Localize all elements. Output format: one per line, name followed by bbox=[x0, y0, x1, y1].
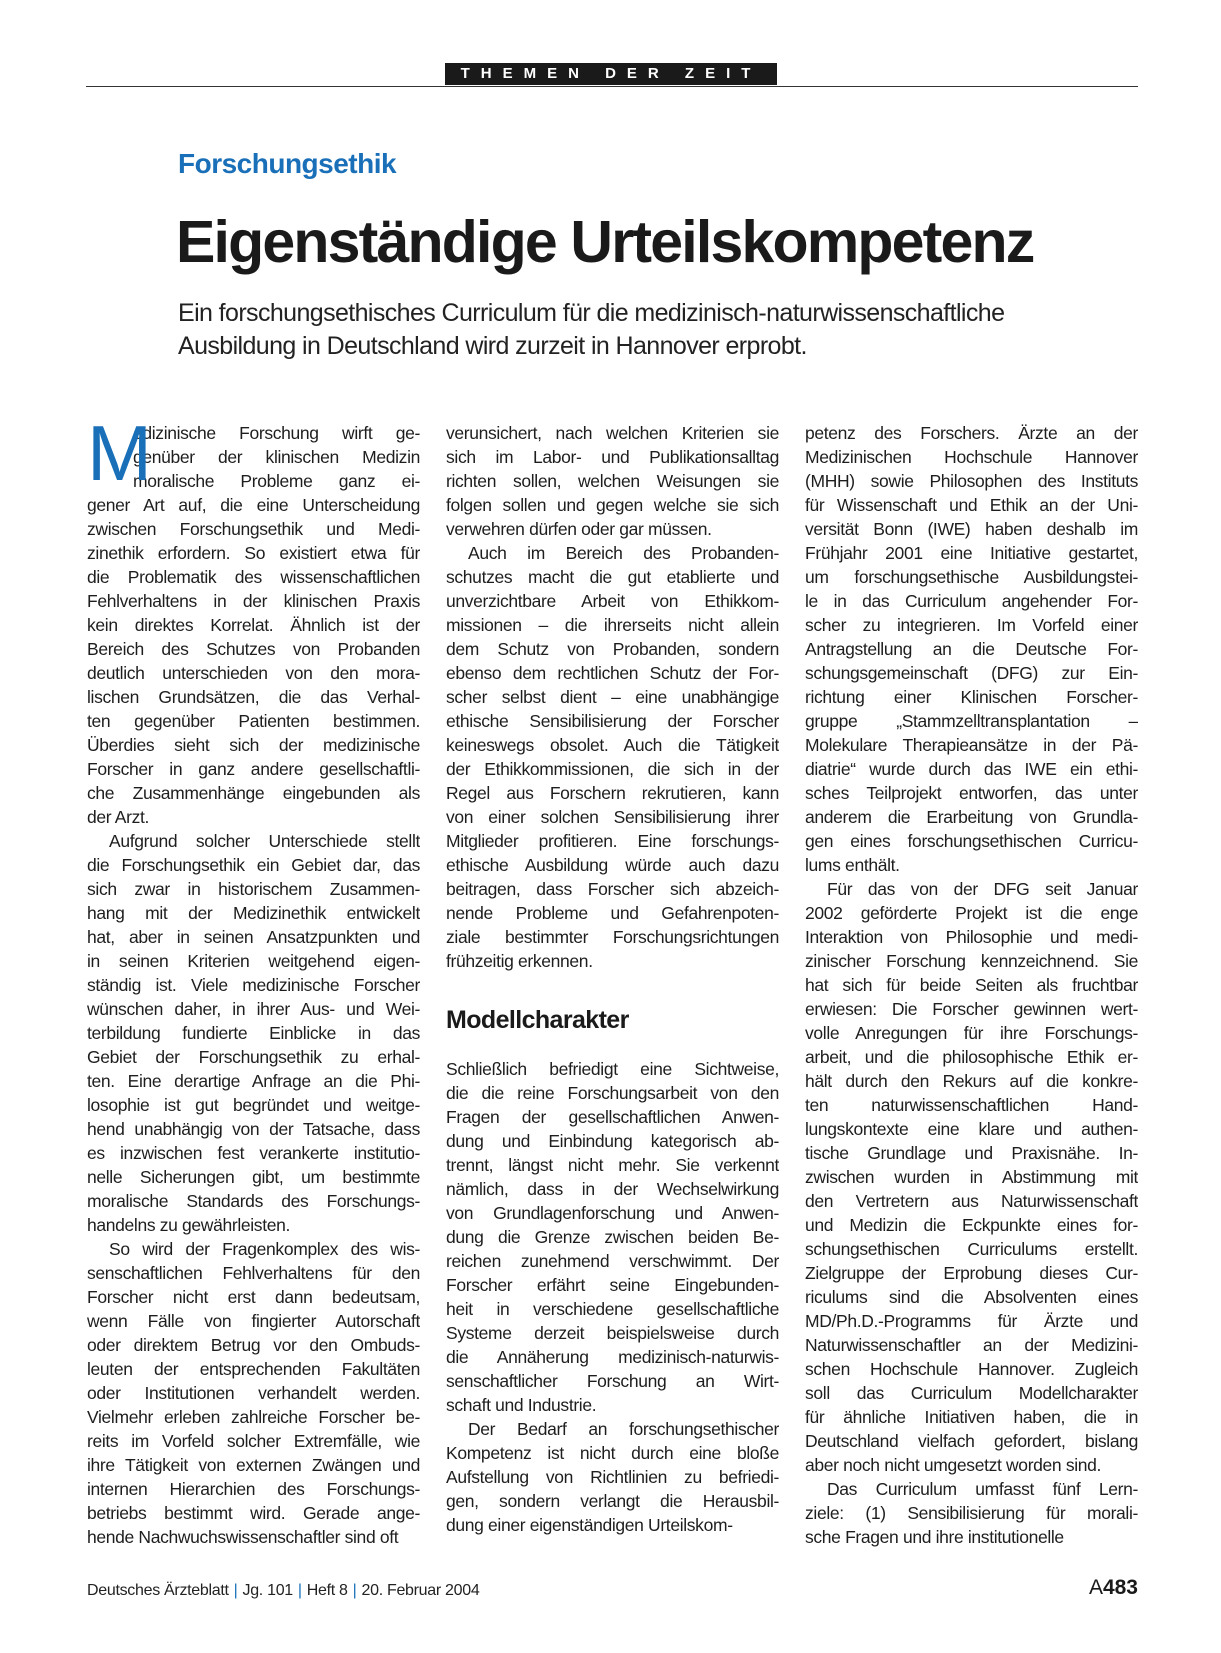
page-prefix: A bbox=[1088, 1576, 1103, 1599]
text-line: edizinische Forschung wirft ge- bbox=[133, 423, 420, 443]
text-line: Regel aus Forschern rekrutieren, kann bbox=[446, 783, 779, 803]
text-line: Überdies sieht sich der medizinische bbox=[87, 735, 420, 755]
lede-line: Ausbildung in Deutschland wird zurzeit in Hannover erprobt. bbox=[178, 332, 807, 360]
footer-citation bbox=[87, 1582, 479, 1600]
separator: | bbox=[297, 1582, 302, 1599]
text-line: ständig ist. Viele medizinische Forscher bbox=[87, 975, 420, 995]
text-line: betriebs bestimmt wird. Gerade ange- bbox=[87, 1503, 420, 1523]
header-rule bbox=[86, 86, 1138, 87]
text-line: Gebiet der Forschungsethik zu erhal- bbox=[87, 1047, 420, 1067]
text-line: moralische Probleme ganz ei- bbox=[133, 471, 420, 491]
text-line: nämlich, dass in der Wechselwirkung bbox=[446, 1179, 779, 1199]
text-line: moralische Standards des Forschungs- bbox=[87, 1191, 420, 1211]
text-line: schaft und Industrie. bbox=[446, 1395, 597, 1415]
section-subheading: Modellcharakter bbox=[446, 1006, 629, 1034]
text-line: riculums sind die Absolventen eines bbox=[805, 1287, 1138, 1307]
text-line: es inzwischen fest verankerte institutio- bbox=[87, 1143, 420, 1163]
text-line: Naturwissenschaftler an der Medizini- bbox=[805, 1335, 1138, 1355]
text-line: den Vertretern aus Naturwissenschaft bbox=[805, 1191, 1138, 1211]
text-line: Zielgruppe der Erprobung dieses Cur- bbox=[805, 1263, 1138, 1283]
text-line: zwischen Forschungsethik und Medi- bbox=[87, 519, 420, 539]
text-line: der Arzt. bbox=[87, 807, 150, 827]
text-line: hält durch den Rekurs auf die konkre- bbox=[805, 1071, 1138, 1091]
text-line: von einer solchen Sensibilisierung ihrer bbox=[446, 807, 779, 827]
text-line: Das Curriculum umfasst fünf Lern- bbox=[827, 1479, 1138, 1499]
text-line: von Grundlagenforschung und Anwen- bbox=[446, 1203, 779, 1223]
text-line: Kompetenz ist nicht durch eine bloße bbox=[446, 1443, 779, 1463]
text-line: hende Nachwuchswissenschaftler sind oft bbox=[87, 1527, 399, 1547]
text-line: versität Bonn (IWE) haben deshalb im bbox=[805, 519, 1138, 539]
text-line: Antragstellung an die Deutsche For- bbox=[805, 639, 1138, 659]
lede-line: Ein forschungsethisches Curriculum für die medizinisch-naturwissenschaftliche bbox=[178, 299, 1005, 327]
text-line: richtung einer Klinischen Forscher- bbox=[805, 687, 1138, 707]
text-line: gruppe „Stammzelltransplantation – bbox=[805, 711, 1138, 731]
text-line: nelle Sicherungen gibt, um bestimmte bbox=[87, 1167, 420, 1187]
text-line: deutlich unterschieden von den mora- bbox=[87, 663, 420, 683]
text-line: hat, aber in seinen Ansatzpunkten und bbox=[87, 927, 420, 947]
text-line: ebenso dem rechtlichen Schutz der For- bbox=[446, 663, 779, 683]
text-line: (MHH) sowie Philosophen des Instituts bbox=[805, 471, 1138, 491]
text-line: MD/Ph.D.-Programms für Ärzte und bbox=[805, 1311, 1138, 1331]
dropcap-paragraph bbox=[87, 409, 420, 1549]
text-line: Auch im Bereich des Probanden- bbox=[468, 543, 779, 563]
text-line: petenz des Forschers. Ärzte an der bbox=[805, 423, 1138, 443]
issue-date: 20. Februar 2004 bbox=[361, 1582, 480, 1599]
text-line: schutzes macht die gut etablierte und bbox=[446, 567, 779, 587]
text-line: lungskontexte eine klare und authen- bbox=[805, 1119, 1138, 1139]
text-line: Interaktion von Philosophie und medi- bbox=[805, 927, 1138, 947]
text-line: Frühjahr 2001 eine Initiative gestartet, bbox=[805, 543, 1138, 563]
text-line: sich im Labor- und Publikationsalltag bbox=[446, 447, 779, 467]
text-line: ziele: (1) Sensibilisierung für morali- bbox=[805, 1503, 1138, 1523]
page-number-value: 483 bbox=[1102, 1576, 1138, 1599]
text-line: verwehren dürfen oder gar müssen. bbox=[446, 519, 712, 539]
text-line: Aufstellung von Richtlinien zu befriedi- bbox=[446, 1467, 779, 1487]
text-line: Mitglieder profitieren. Eine forschungs- bbox=[446, 831, 779, 851]
text-line: lischen Grundsätzen, die das Verhal- bbox=[87, 687, 420, 707]
text-line: che Zusammenhänge eingebunden als bbox=[87, 783, 420, 803]
volume: Jg. 101 bbox=[242, 1582, 293, 1599]
text-line: ethische Sensibilisierung der Forscher bbox=[446, 711, 779, 731]
text-line: wünschen daher, in ihrer Aus- und Wei- bbox=[87, 999, 420, 1019]
text-line: Systeme derzeit beispielsweise durch bbox=[446, 1323, 779, 1343]
article-kicker: Forschungsethik bbox=[178, 148, 397, 179]
text-line: hang mit der Medizinethik entwickelt bbox=[87, 903, 420, 923]
text-line: 2002 geförderte Projekt ist die enge bbox=[805, 903, 1138, 923]
page-number bbox=[1089, 1576, 1138, 1600]
text-line: Forscher in ganz andere gesellschaftli- bbox=[87, 759, 420, 779]
text-line: aber noch nicht umgesetzt worden sind. bbox=[805, 1455, 1102, 1475]
text-line: Molekulare Therapieansätze in der Pä- bbox=[805, 735, 1138, 755]
text-line: ethische Ausbildung würde auch dazu bbox=[446, 855, 779, 875]
text-line: losophie ist gut begründet und weitge- bbox=[87, 1095, 420, 1115]
text-line: schen Hochschule Hannover. Zugleich bbox=[805, 1359, 1138, 1379]
text-line: Aufgrund solcher Unterschiede stellt bbox=[109, 831, 420, 851]
text-line: schungsgemeinschaft (DFG) zur Ein- bbox=[805, 663, 1138, 683]
text-line: zinischer Forschung kennzeichnend. Sie bbox=[805, 951, 1138, 971]
text-line: folgen sollen und gegen welche sie sich bbox=[446, 495, 779, 515]
text-line: Für das von der DFG seit Januar bbox=[827, 879, 1138, 899]
text-line: trennt, längst nicht mehr. Sie verkennt bbox=[446, 1155, 779, 1175]
text-line: Forscher nicht erst dann bedeutsam, bbox=[87, 1287, 420, 1307]
text-line: dem Schutz von Probanden, sondern bbox=[446, 639, 779, 659]
text-line: sche Fragen und ihre institutionelle bbox=[805, 1527, 1064, 1547]
text-line: ten gegenüber Patienten bestimmen. bbox=[87, 711, 420, 731]
text-line: sich zwar in historischem Zusammen- bbox=[87, 879, 420, 899]
text-line: internen Hierarchien des Forschungs- bbox=[87, 1479, 420, 1499]
text-line: Bereich des Schutzes von Probanden bbox=[87, 639, 420, 659]
text-line: Forscher erfährt seine Eingebunden- bbox=[446, 1275, 779, 1295]
text-line: ihre Tätigkeit von externen Zwängen und bbox=[87, 1455, 420, 1475]
text-line: Vielmehr erleben zahlreiche Forscher be- bbox=[87, 1407, 420, 1427]
text-line: heit in verschiedene gesellschaftliche bbox=[446, 1299, 779, 1319]
text-line: in seinen Kriterien weitgehend eigen- bbox=[87, 951, 420, 971]
text-line: ziale bestimmter Forschungsrichtungen bbox=[446, 927, 779, 947]
text-line: hend unabhängig von der Tatsache, dass bbox=[87, 1119, 420, 1139]
text-line: anderem die Erarbeitung von Grundla- bbox=[805, 807, 1138, 827]
text-line: unverzichtbare Arbeit von Ethikkom- bbox=[446, 591, 779, 611]
text-line: beitragen, dass Forscher sich abzeich- bbox=[446, 879, 779, 899]
text-line: hat sich für beide Seiten als fruchtbar bbox=[805, 975, 1138, 995]
text-line: handelns zu gewährleisten. bbox=[87, 1215, 290, 1235]
text-column-2 bbox=[446, 421, 779, 1537]
text-line: kein direktes Korrelat. Ähnlich ist der bbox=[87, 615, 420, 635]
text-line: für Wissenschaft und Ethik an der Uni- bbox=[805, 495, 1138, 515]
article-lede bbox=[178, 297, 1078, 363]
text-line: tische Grundlage und Praxisnähe. In- bbox=[805, 1143, 1138, 1163]
text-line: ten naturwissenschaftlichen Hand- bbox=[805, 1095, 1138, 1115]
text-line: dung die Grenze zwischen beiden Be- bbox=[446, 1227, 779, 1247]
text-line: scher selbst dient – eine unabhängige bbox=[446, 687, 779, 707]
text-line: um forschungsethische Ausbildungstei- bbox=[805, 567, 1138, 587]
text-line: schungsethischen Curriculums erstellt. bbox=[805, 1239, 1138, 1259]
text-line: für ähnliche Initiativen haben, die in bbox=[805, 1407, 1138, 1427]
text-line: wenn Fälle von fingierter Autorschaft bbox=[87, 1311, 420, 1331]
text-line: soll das Curriculum Modellcharakter bbox=[805, 1383, 1138, 1403]
text-line: reichen zunehmend verschwimmt. Der bbox=[446, 1251, 779, 1271]
text-line: scher zu integrieren. Im Vorfeld einer bbox=[805, 615, 1138, 635]
text-line: sches Teilprojekt entworfen, das unter bbox=[805, 783, 1138, 803]
text-line: gen eines forschungsethischen Curricu- bbox=[805, 831, 1138, 851]
section-banner: THEMEN DER ZEIT bbox=[445, 63, 777, 85]
dropcap-letter: M bbox=[87, 409, 152, 497]
text-line: arbeit, und die philosophische Ethik er- bbox=[805, 1047, 1138, 1067]
text-column-1 bbox=[87, 409, 420, 1549]
text-line: richten sollen, welchen Weisungen sie bbox=[446, 471, 779, 491]
text-line: ten. Eine derartige Anfrage an die Phi- bbox=[87, 1071, 420, 1091]
text-line: dung einer eigenständigen Urteilskom- bbox=[446, 1515, 733, 1535]
text-line: nende Probleme und Gefahrenpoten- bbox=[446, 903, 779, 923]
text-line: oder Institutionen verhandelt werden. bbox=[87, 1383, 420, 1403]
text-line: Der Bedarf an forschungsethischer bbox=[468, 1419, 779, 1439]
text-line: volle Anregungen für ihre Forschungs- bbox=[805, 1023, 1138, 1043]
text-line: und Medizin die Eckpunkte eines for- bbox=[805, 1215, 1138, 1235]
text-line: verunsichert, nach welchen Kriterien sie bbox=[446, 423, 779, 443]
text-line: terbildung fundierte Einblicke in das bbox=[87, 1023, 420, 1043]
text-line: die Forschungsethik ein Gebiet dar, das bbox=[87, 855, 420, 875]
text-line: dung und Einbindung kategorisch ab- bbox=[446, 1131, 779, 1151]
separator: | bbox=[352, 1582, 357, 1599]
text-line: Fragen der gesellschaftlichen Anwen- bbox=[446, 1107, 779, 1127]
text-line: gener Art auf, die eine Unterscheidung bbox=[87, 495, 420, 515]
text-line: diatrie“ wurde durch das IWE ein ethi- bbox=[805, 759, 1138, 779]
text-line: oder direktem Betrug vor den Ombuds- bbox=[87, 1335, 420, 1355]
text-line: leuten der entsprechenden Fakultäten bbox=[87, 1359, 420, 1379]
issue: Heft 8 bbox=[306, 1582, 348, 1599]
text-line: reits im Vorfeld solcher Extremfälle, wie bbox=[87, 1431, 420, 1451]
text-line: le in das Curriculum angehender For- bbox=[805, 591, 1138, 611]
text-line: gen, sondern verlangt die Herausbil- bbox=[446, 1491, 779, 1511]
article-headline: Eigenständige Urteilskompetenz bbox=[176, 209, 1034, 275]
text-line: die Annäherung medizinisch-naturwis- bbox=[446, 1347, 779, 1367]
text-line: Schließlich befriedigt eine Sichtweise, bbox=[446, 1059, 779, 1079]
text-line: senschaftlichen Fehlverhaltens für den bbox=[87, 1263, 420, 1283]
text-line: Deutschland vielfach gefordert, bislang bbox=[805, 1431, 1138, 1451]
text-line: lums enthält. bbox=[805, 855, 900, 875]
text-line: missionen – die ihrerseits nicht allein bbox=[446, 615, 779, 635]
journal-name: Deutsches Ärzteblatt bbox=[87, 1582, 229, 1599]
text-line: zwischen wurden in Abstimmung mit bbox=[805, 1167, 1138, 1187]
text-line: frühzeitig erkennen. bbox=[446, 951, 593, 971]
text-line: senschaftlicher Forschung an Wirt- bbox=[446, 1371, 779, 1391]
text-line: keineswegs obsolet. Auch die Tätigkeit bbox=[446, 735, 779, 755]
text-line: So wird der Fragenkomplex des wis- bbox=[109, 1239, 420, 1259]
text-line: Medizinischen Hochschule Hannover bbox=[805, 447, 1138, 467]
text-column-3 bbox=[805, 421, 1138, 1549]
text-line: genüber der klinischen Medizin bbox=[133, 447, 420, 467]
text-line: erwiesen: Die Forscher gewinnen wert- bbox=[805, 999, 1138, 1019]
text-line: die Problematik des wissenschaftlichen bbox=[87, 567, 420, 587]
text-line: Fehlverhaltens in der klinischen Praxis bbox=[87, 591, 420, 611]
separator: | bbox=[233, 1582, 238, 1599]
text-line: zinethik erfordern. So existiert etwa für bbox=[87, 543, 420, 563]
text-line: der Ethikkommissionen, die sich in der bbox=[446, 759, 779, 779]
text-line: die die reine Forschungsarbeit von den bbox=[446, 1083, 779, 1103]
